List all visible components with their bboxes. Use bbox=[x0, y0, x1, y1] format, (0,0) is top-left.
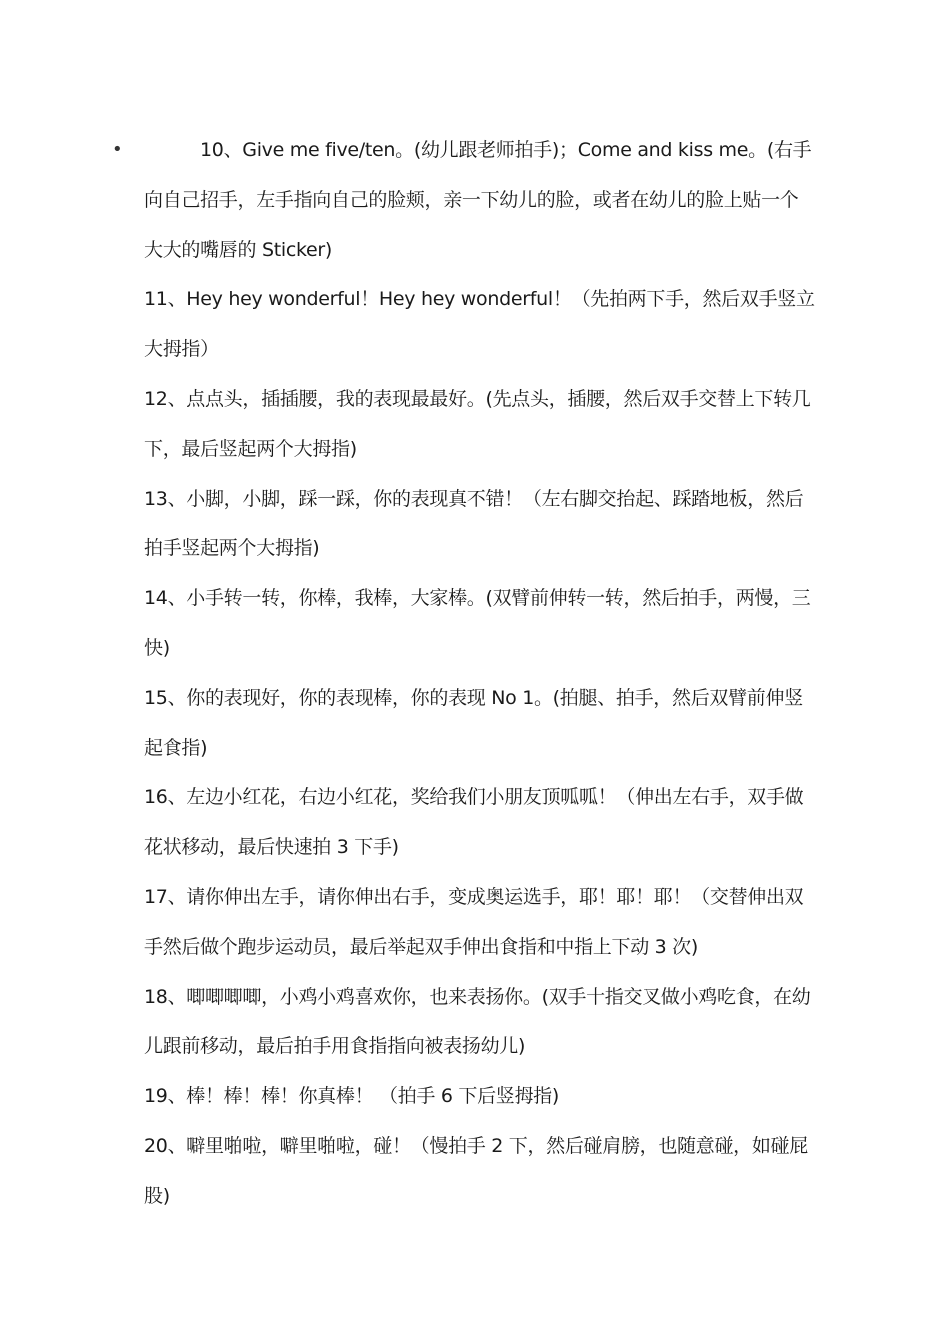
list-item-17: 17、请你伸出左手，请你伸出右手，变成奥运选手，耶！耶！耶！（交替伸出双手然后做个跑步运动员，最后举起双手伸出食指和中指上下动 3 次) bbox=[144, 885, 804, 958]
document-body bbox=[144, 126, 816, 1222]
list-item-15: 15、你的表现好，你的表现棒，你的表现 No 1。(拍腿、拍手，然后双臂前伸竖起食指) bbox=[144, 686, 803, 759]
list-item-13: 13、小脚，小脚，踩一踩，你的表现真不错！（左右脚交抬起、踩踏地板，然后拍手竖起两个大拇指) bbox=[144, 487, 804, 560]
list-item-10: 10、Give me five/ten。(幼儿跟老师拍手)；Come and kiss me。(右手向自己招手，左手指向自己的脸颊，亲一下幼儿的脸，或者在幼儿的脸上贴一个大大的嘴唇的 Sticker) bbox=[144, 139, 812, 261]
list-item-20: 20、噼里啪啦，噼里啪啦，碰！（慢拍手 2 下，然后碰肩膀，也随意碰，如碰屁股) bbox=[144, 1134, 808, 1207]
list-item-19: 19、棒！棒！棒！你真棒！ （拍手 6 下后竖拇指) bbox=[144, 1085, 559, 1108]
list-item-14: 14、小手转一转，你棒，我棒，大家棒。(双臂前伸转一转，然后拍手，两慢，三快) bbox=[144, 587, 811, 659]
list-bullet: • bbox=[112, 139, 123, 160]
list-item-18: 18、唧唧唧唧，小鸡小鸡喜欢你，也来表扬你。(双手十指交叉做小鸡吃食，在幼儿跟前移动，最后拍手用食指指向被表扬幼儿) bbox=[144, 985, 811, 1058]
list-item-11: 11、Hey hey wonderful！Hey hey wonderful！（先拍两下手，然后双手竖立大拇指） bbox=[144, 288, 815, 361]
list-item-16: 16、左边小红花，右边小红花，奖给我们小朋友顶呱呱！（伸出左右手，双手做花状移动，最后快速拍 3 下手) bbox=[144, 786, 804, 859]
list-item-12: 12、点点头，插插腰，我的表现最最好。(先点头，插腰，然后双手交替上下转几下，最后竖起两个大拇指) bbox=[144, 387, 811, 460]
